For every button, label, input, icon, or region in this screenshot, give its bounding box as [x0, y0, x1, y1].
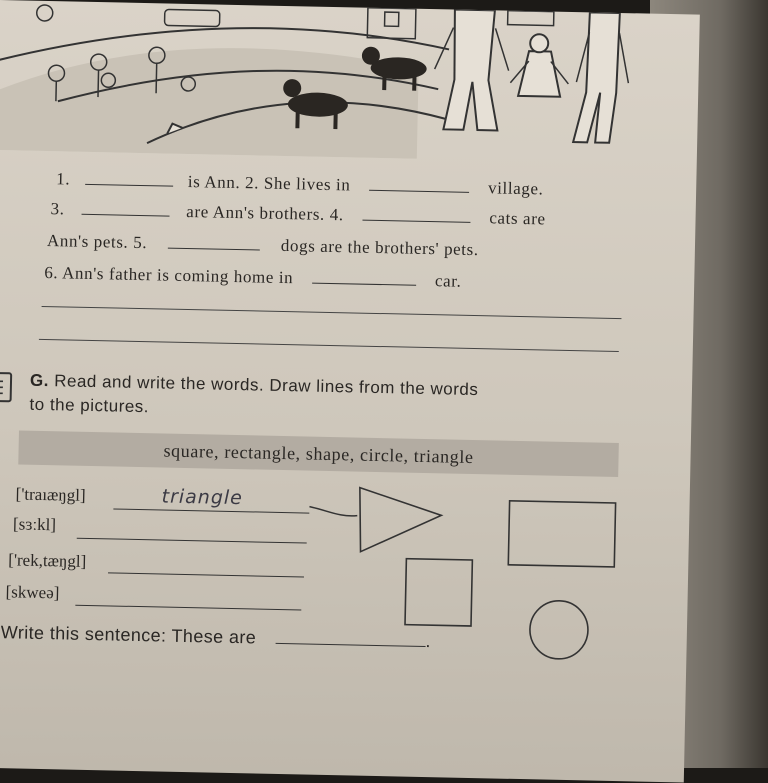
sentence-blank[interactable] — [275, 642, 425, 647]
answer-line[interactable] — [75, 605, 301, 611]
exercise-line-4 — [44, 263, 462, 292]
item-number: 1. — [56, 169, 70, 188]
sentence-text: 6. Ann's father is coming home in — [44, 263, 293, 287]
answer-line[interactable] — [77, 538, 307, 544]
exercise-line-3 — [47, 231, 479, 260]
writing-line[interactable] — [42, 306, 622, 319]
shapes-panel — [286, 476, 630, 683]
sentence-task: Write this sentence: These are . — [1, 622, 432, 652]
answer-blank[interactable] — [362, 219, 470, 223]
answer-blank[interactable] — [369, 189, 469, 193]
sentence-text: village. — [488, 178, 544, 198]
exercise-line-2 — [50, 199, 545, 229]
sentence-text: dogs are the brothers' pets. — [281, 236, 479, 259]
sentence-text: cats are — [489, 208, 546, 228]
handwritten-answer: triangle — [161, 485, 243, 509]
sentence-text: is Ann. 2. She lives in — [188, 172, 351, 194]
sentence-text: are Ann's brothers. 4. — [186, 202, 344, 224]
triangle-shape — [359, 488, 442, 554]
task-instruction: Read and write the words. Draw lines from the words — [54, 371, 479, 399]
answer-blank[interactable] — [85, 183, 173, 187]
phonetic-triangle: ['traıæŋgl] — [15, 484, 85, 505]
phonetic-rectangle: ['rek,tæŋgl] — [8, 550, 86, 572]
answer-blank[interactable] — [81, 213, 169, 217]
village-illustration — [0, 0, 700, 165]
item-number: 3. — [50, 199, 64, 218]
answer-line[interactable] — [113, 508, 309, 513]
answer-blank[interactable] — [168, 247, 260, 251]
sentence-prompt: Write this sentence: These are — [1, 622, 257, 647]
drawn-connector-line — [309, 507, 357, 516]
answer-line[interactable] — [108, 572, 304, 577]
writing-line[interactable] — [39, 339, 619, 352]
square-shape — [405, 559, 472, 626]
task-instruction-cont: to the pictures. — [29, 395, 149, 417]
phonetic-circle: [sɜːkl] — [13, 514, 56, 535]
circle-shape — [529, 600, 588, 659]
sentence-text: Ann's pets. 5. — [47, 231, 148, 252]
exercise-line-1 — [56, 169, 544, 199]
task-letter: G. — [30, 371, 49, 390]
phonetic-square: [skweə] — [5, 582, 59, 603]
sentence-text: car. — [435, 271, 462, 291]
answer-blank[interactable] — [312, 282, 416, 286]
exercise-book-icon — [0, 372, 12, 403]
rectangle-shape — [508, 501, 615, 567]
word-bank: square, rectangle, shape, circle, triangle — [18, 430, 619, 477]
